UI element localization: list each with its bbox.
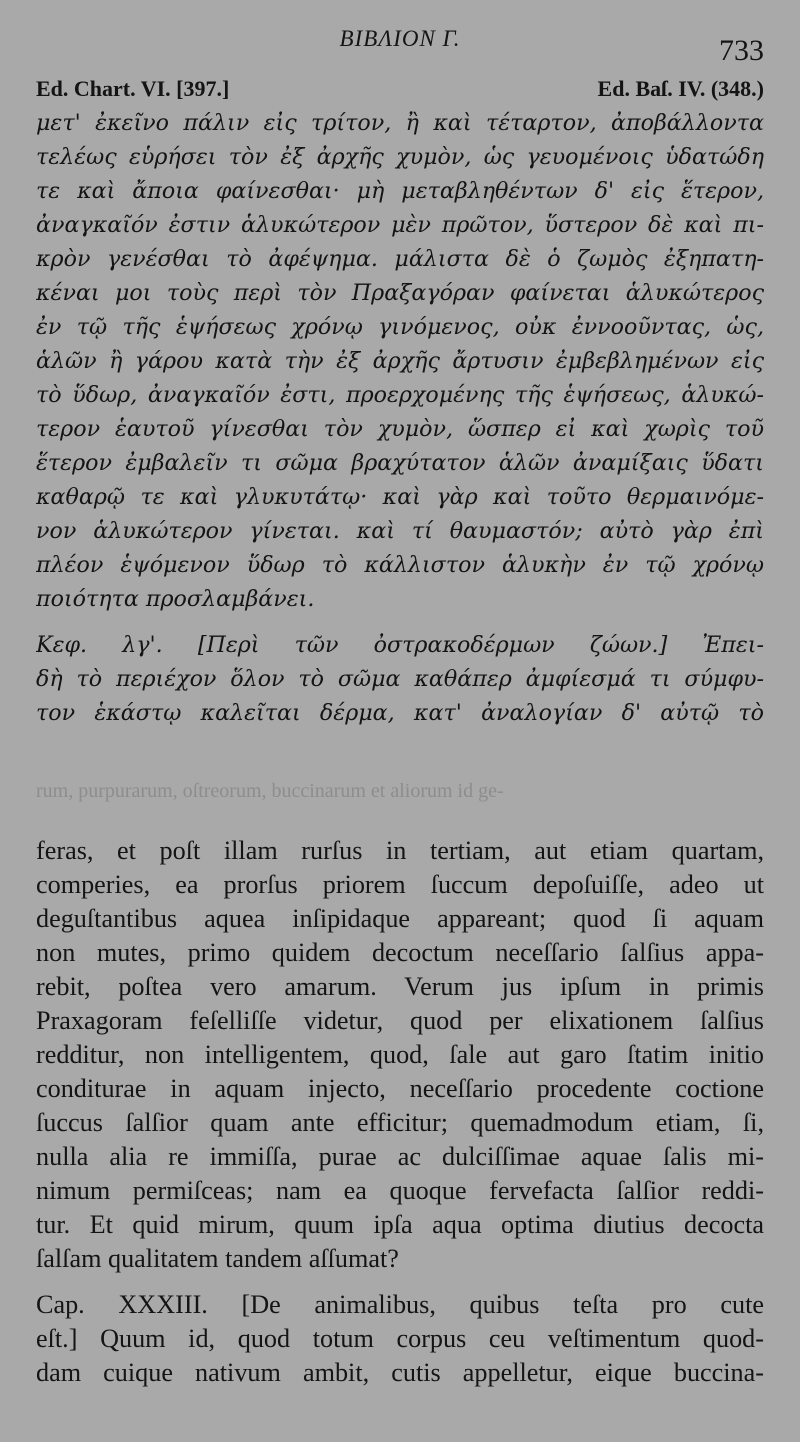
greek-line: τε καὶ ἄποια φαίνεσθαι· μὴ μεταβληθέντων δ' εἰς ἕτερον, — [36, 178, 764, 204]
greek-line: νον ἁλυκώτερον γίνεται. καὶ τί θαυμαστόν; αὐτὸ γὰρ ἐπὶ — [36, 518, 764, 544]
latin-line: nimum permiſceas; nam ea quoque fervefacta ſalſior reddi- — [36, 1176, 764, 1205]
greek-line: ἕτερον ἐμβαλεῖν τι σῶμα βραχύτατον ἁλῶν ἀναμίξαις ὕδατι — [36, 450, 764, 476]
greek-line: τον ἑκάστῳ καλεῖται δέρμα, κατ' ἀναλογίαν δ' αὐτῷ τὸ — [36, 700, 764, 726]
greek-line: πλέον ἑψόμενον ὕδωρ τὸ κάλλιστον ἁλυκὴν ἐν τῷ χρόνῳ — [36, 552, 764, 578]
latin-line: ſuccus ſalſior quam ante efficitur; quemadmodum etiam, ſi, — [36, 1108, 764, 1137]
running-title: ΒΙΒΛΙΟΝ Γ. — [339, 26, 461, 51]
greek-line: τελέως εὑρήσει τὸν ἐξ ἀρχῆς χυμὸν, ὡς γευομένοις ὑδατώδη — [36, 144, 764, 170]
latin-line: dam cuique nativum ambit, cutis appelletur, eique buccina- — [36, 1358, 764, 1387]
latin-line: non mutes, primo quidem decoctum neceſſario ſalſius appa- — [36, 938, 764, 967]
spacer — [36, 1276, 764, 1288]
latin-line: rebit, poſtea vero amarum. Verum jus ipſum in primis — [36, 972, 764, 1001]
edition-basel-reference: Ed. Baſ. IV. (348.) — [597, 76, 764, 101]
greek-line: ποιότητα προσλαμβάνει. — [36, 586, 315, 612]
greek-line: ἁλῶν ἢ γάρου κατὰ τὴν ἐξ ἀρχῆς ἄρτυσιν ἐμβεβλημένων εἰς — [36, 348, 764, 374]
latin-line: ſalſam qualitatem tandem aſſumat? — [36, 1244, 399, 1273]
greek-text-block — [36, 106, 764, 730]
greek-line: κρὸν γενέσθαι τὸ ἀφέψημα. μάλιστα δὲ ὁ ζωμὸς ἐξηπατη- — [36, 246, 764, 272]
greek-line: κέναι μοι τοὺς περὶ τὸν Πραξαγόραν φαίνεται ἁλυκώτερος — [36, 280, 764, 306]
latin-line: Praxagoram feſelliſſe videtur, quod per elixationem ſalſius — [36, 1006, 764, 1035]
greek-line: καθαρῷ τε καὶ γλυκυτάτῳ· καὶ γὰρ καὶ τοῦτο θερμαινόμε- — [36, 484, 764, 510]
latin-line: nulla alia re immiſſa, purae ac dulciſſimae aquae ſalis mi- — [36, 1142, 764, 1171]
latin-text-block — [36, 834, 764, 1390]
greek-line: τὸ ὕδωρ, ἀναγκαῖόν ἐστι, προερχομένης τῆς ἑψήσεως, ἁλυκώ- — [36, 382, 764, 408]
latin-chapter-heading: Cap. XXXIII. [De animalibus, quibus teſta pro cute — [36, 1290, 764, 1319]
spacer — [36, 616, 764, 628]
latin-line: conditurae in aquam injecto, neceſſario procedente coctione — [36, 1074, 764, 1103]
greek-line: ἀναγκαῖόν ἐστιν ἁλυκώτερον μὲν πρῶτον, ὕστερον δὲ καὶ πι- — [36, 212, 764, 238]
latin-line: comperies, ea prorſus priorem ſuccum depoſuiſſe, adeo ut — [36, 870, 764, 899]
greek-line: δὴ τὸ περιέχον ὅλον τὸ σῶμα καθάπερ ἀμφίεσμά τι σύμφυ- — [36, 666, 764, 692]
latin-line: feras, et poſt illam rurſus in tertiam, aut etiam quartam, — [36, 836, 764, 865]
greek-line: τερον ἑαυτοῦ γίνεσθαι τὸν χυμὸν, ὥσπερ εἰ καὶ χωρὶς τοῦ — [36, 416, 764, 442]
latin-line: deguſtantibus aquea inſipidaque appareant; quod ſi aquam — [36, 904, 764, 933]
latin-line: eſt.] Quum id, quod totum corpus ceu veſtimentum quod- — [36, 1324, 764, 1353]
greek-chapter-heading: Κεφ. λγ'. [Περὶ τῶν ὀστρακοδέρμων ζώων.] Ἐπει- — [36, 632, 764, 658]
latin-line: tur. Et quid mirum, quum ipſa aqua optima diutius decocta — [36, 1210, 764, 1239]
page-number: 733 — [719, 34, 764, 67]
edition-chartier-reference: Ed. Chart. VI. [397.] — [36, 76, 230, 101]
greek-line: μετ' ἐκεῖνο πάλιν εἰς τρίτον, ἢ καὶ τέταρτον, ἀποβάλλοντα — [36, 110, 764, 136]
bleed-through-text: rum, purpurarum, oſtreorum, buccinarum et aliorum id ge- — [36, 780, 504, 802]
latin-line: redditur, non intelligentem, quod, ſale aut garo ſtatim initio — [36, 1040, 764, 1069]
greek-line: ἐν τῷ τῆς ἑψήσεως χρόνῳ γινόμενος, οὐκ ἐννοοῦντας, ὡς, — [36, 314, 764, 340]
page-header — [36, 26, 764, 67]
